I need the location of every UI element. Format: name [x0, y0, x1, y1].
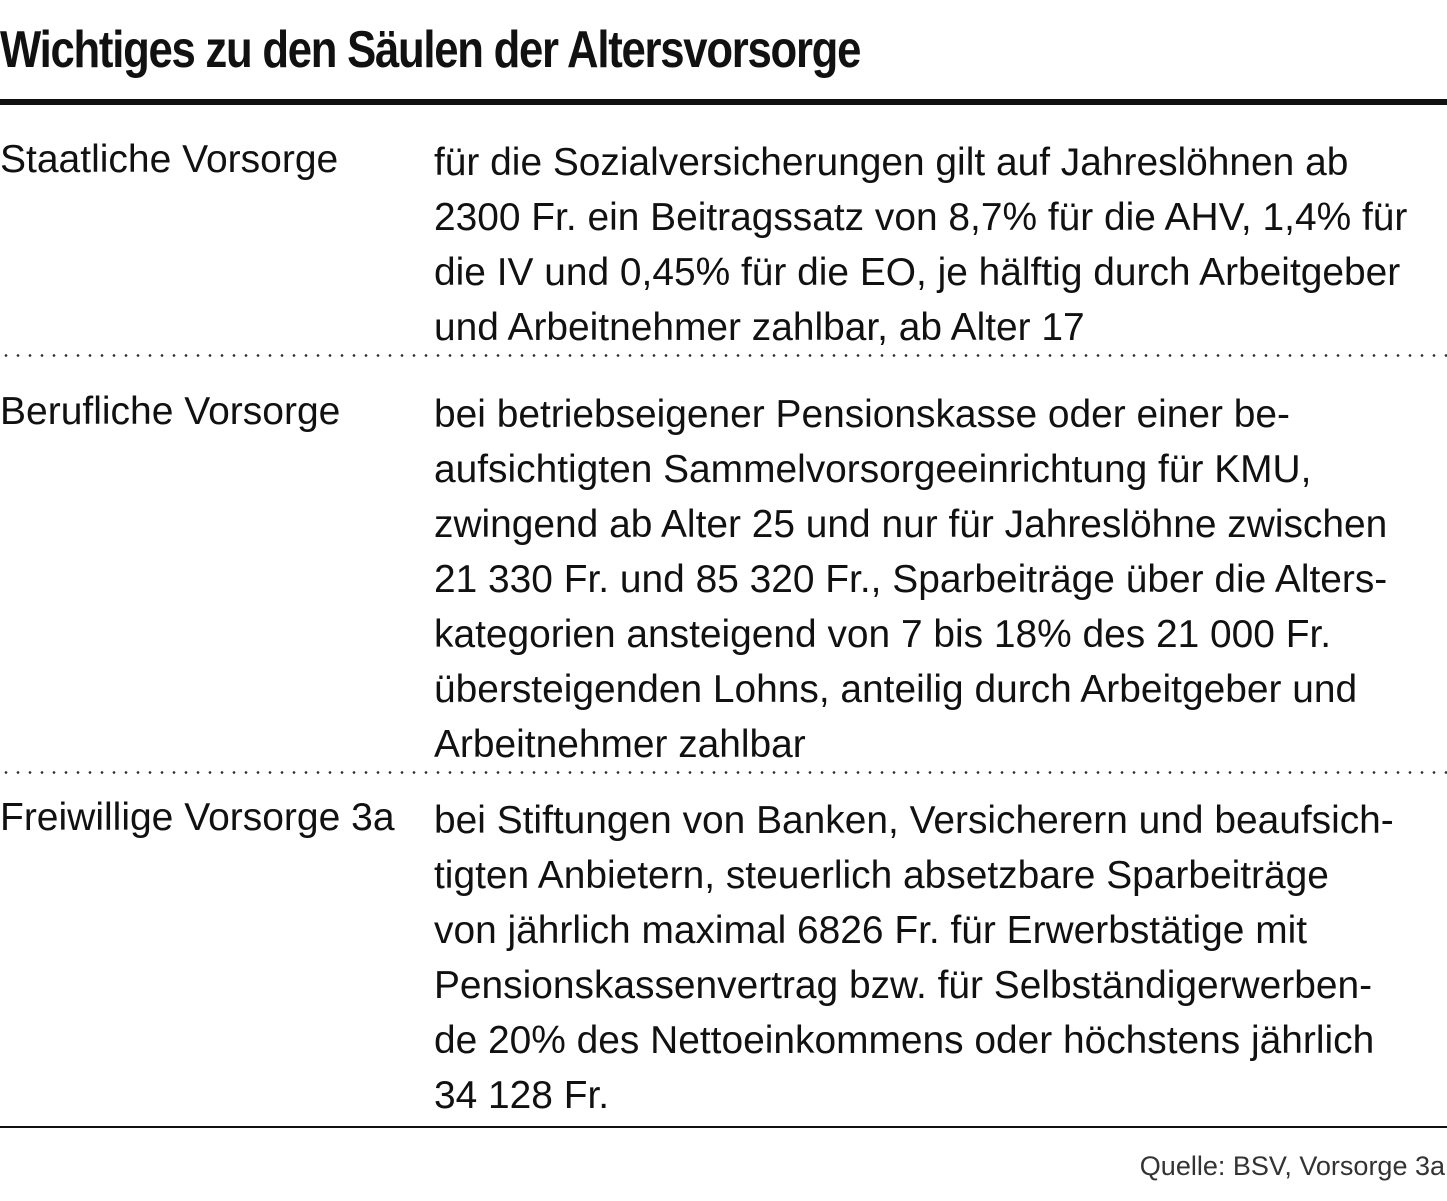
description-line: Arbeitnehmer zahlbar — [434, 723, 806, 766]
description-line: und Arbeitnehmer zahlbar, ab Alter 17 — [434, 306, 1085, 349]
description-line: zwingend ab Alter 25 und nur für Jahreslöhne zwischen — [434, 503, 1388, 546]
description-line: übersteigenden Lohns, anteilig durch Arbeitgeber und — [434, 668, 1358, 711]
title-rule — [0, 99, 1447, 105]
description-line: 2300 Fr. ein Beitragssatz von 8,7% für die AHV, 1,4% für — [434, 196, 1408, 239]
description-line: tigten Anbietern, steuerlich absetzbare Sparbeiträge — [434, 854, 1329, 897]
description-line: aufsichtigten Sammelvorsorgeeinrichtung für KMU, — [434, 448, 1312, 491]
row-description — [434, 135, 1447, 355]
page-title: Wichtiges zu den Säulen der Altersvorsorge — [0, 21, 861, 79]
description-line: von jährlich maximal 6826 Fr. für Erwerbstätige mit — [434, 909, 1308, 952]
row-label: Berufliche Vorsorge — [0, 390, 341, 433]
table-bottom-rule — [0, 1126, 1447, 1128]
source-note: Quelle: BSV, Vorsorge 3a — [1139, 1151, 1445, 1181]
description-line: 21 330 Fr. und 85 320 Fr., Sparbeiträge über die Alters- — [434, 558, 1388, 601]
description-line: Pensionskassenvertrag bzw. für Selbständigerwerben- — [434, 964, 1373, 1007]
description-line: die IV und 0,45% für die EO, je hälftig durch Arbeitgeber — [434, 251, 1401, 294]
row-divider — [0, 771, 1447, 774]
row-divider — [0, 354, 1447, 357]
row-label: Staatliche Vorsorge — [0, 138, 339, 181]
description-line: bei Stiftungen von Banken, Versicherern und beaufsich- — [434, 799, 1394, 842]
row-description — [434, 793, 1447, 1123]
description-line: 34 128 Fr. — [434, 1074, 610, 1117]
description-line: de 20% des Nettoeinkommens oder höchstens jährlich — [434, 1019, 1375, 1062]
description-line: bei betriebseigener Pensionskasse oder einer be- — [434, 393, 1290, 436]
row-description — [434, 387, 1447, 772]
description-line: kategorien ansteigend von 7 bis 18% des 21 000 Fr. — [434, 613, 1332, 656]
row-label: Freiwillige Vorsorge 3a — [0, 796, 395, 839]
description-line: für die Sozialversicherungen gilt auf Jahreslöhnen ab — [434, 141, 1349, 184]
